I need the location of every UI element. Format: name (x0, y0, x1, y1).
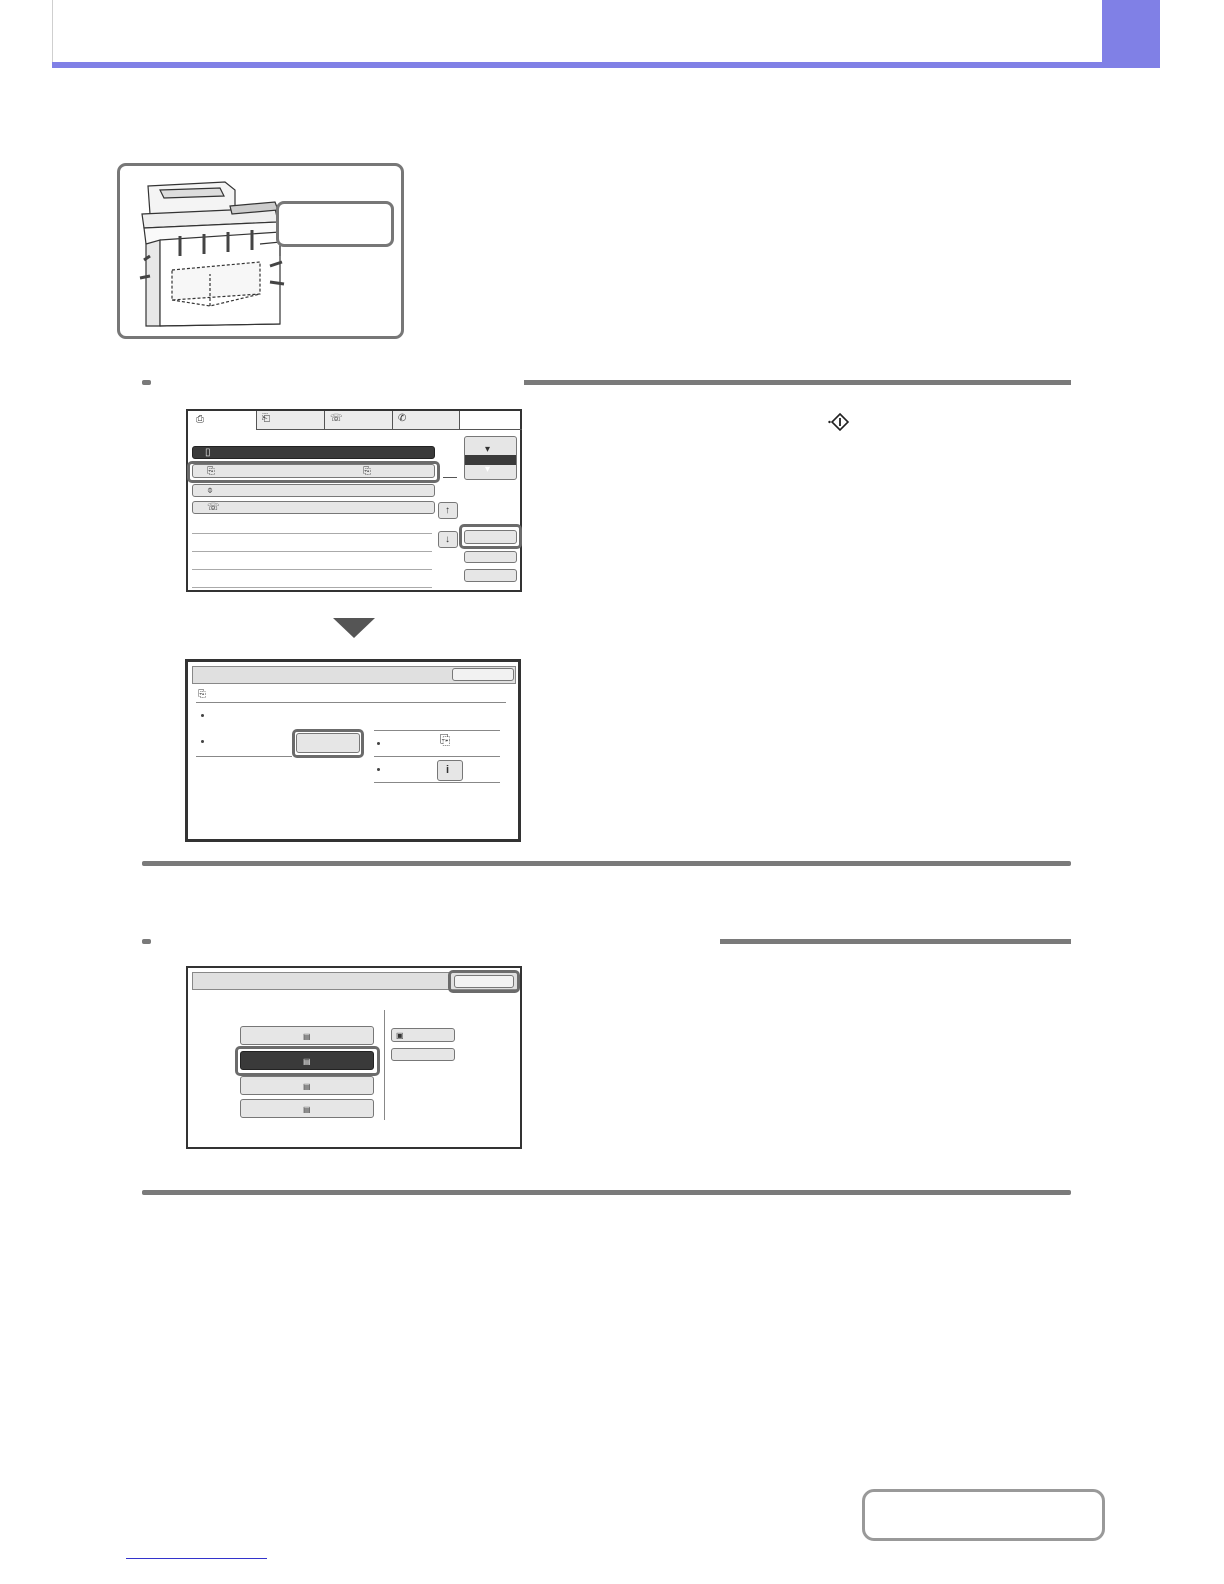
arrow-up-icon: ↑ (445, 505, 450, 516)
start-key-glyph (828, 412, 850, 432)
divider (196, 702, 506, 703)
chevron-down-icon: ▾ (485, 464, 491, 475)
divider (374, 756, 500, 757)
copy-job-icon: ⎘ (198, 689, 206, 700)
empty-row-line (192, 569, 432, 570)
info-button[interactable] (437, 760, 463, 781)
divider (196, 756, 292, 757)
tray-icon: ▤ (303, 1105, 311, 1114)
nav-contents-button[interactable] (862, 1489, 1105, 1541)
bullet (201, 714, 204, 717)
chevron-down-icon: ▾ (485, 444, 491, 455)
step1-end-rule (142, 861, 1071, 866)
tray-4-button[interactable] (240, 1099, 374, 1118)
job-row-3[interactable] (192, 484, 435, 497)
header-left-edge (52, 0, 53, 62)
vertical-divider (384, 1010, 385, 1120)
ok-button[interactable] (452, 668, 514, 681)
info-icon: i (446, 764, 450, 776)
callout-box (276, 201, 394, 247)
tab-fax[interactable] (325, 411, 393, 429)
scroll-down-button[interactable] (438, 531, 458, 548)
job-icon: ▯ (205, 447, 211, 458)
printer-icon: ⎙ (196, 414, 204, 425)
step1-rule-cap (142, 380, 151, 385)
tray-1-button[interactable] (240, 1026, 374, 1045)
divider (374, 730, 500, 731)
highlight-detail-button (459, 524, 522, 549)
internet-fax-icon: ✆ (398, 413, 407, 424)
step2-end-rule (142, 1190, 1071, 1195)
job-status-screen (186, 409, 522, 592)
scan-icon: ⎗ (262, 413, 270, 424)
printer-illustration (117, 163, 404, 339)
arrow-down-indicator (333, 618, 375, 638)
fax-icon: ☏ (330, 413, 343, 424)
paper-empty-icon: ⎘ (363, 466, 371, 477)
priority-button[interactable] (464, 551, 517, 563)
tab-internet-fax[interactable] (393, 411, 460, 429)
tray-icon: ▤ (303, 1057, 311, 1066)
highlight-tray-2 (235, 1046, 380, 1076)
job-queue-select[interactable] (464, 436, 517, 480)
arrow-down-icon: ↓ (445, 534, 450, 545)
step1-rule (524, 380, 1071, 385)
empty-row-line (192, 533, 432, 534)
divider (443, 477, 457, 478)
tray-3-button[interactable] (240, 1076, 374, 1095)
job-row-selected[interactable] (192, 446, 435, 459)
copy-job-icon: ⎘ (207, 466, 215, 477)
job-icon: ⌽ (207, 485, 213, 496)
scroll-up-button[interactable] (438, 502, 458, 519)
tab-print[interactable] (188, 411, 257, 430)
queue-selected-band (465, 455, 516, 465)
job-row-4[interactable] (192, 501, 435, 514)
paper-type-button[interactable] (391, 1048, 455, 1061)
header-tab-box (1102, 0, 1160, 68)
step2-rule-cap (142, 939, 151, 944)
highlight-change-paper (292, 729, 364, 758)
footer-link[interactable] (126, 1558, 267, 1559)
fax-job-icon: ☏ (207, 502, 220, 513)
printer-drawing (120, 166, 404, 339)
paper-tray-icon: ⎘ (440, 732, 451, 747)
start-key-icon (828, 412, 850, 432)
tray-icon: ▤ (303, 1082, 311, 1091)
tab-scan[interactable] (257, 411, 325, 429)
bullet (377, 742, 380, 745)
stop-delete-button[interactable] (464, 569, 517, 582)
empty-row-line (192, 587, 432, 588)
bypass-tray-icon: ▣ (396, 1031, 404, 1040)
bullet (377, 768, 380, 771)
paper-select-screen (186, 966, 522, 1149)
step2-rule (720, 939, 1071, 944)
bullet (201, 740, 204, 743)
highlight-job-row (187, 461, 440, 483)
empty-row-line (192, 551, 432, 552)
job-detail-screen (185, 659, 521, 842)
divider (374, 782, 500, 783)
header-accent-bar (52, 62, 1160, 68)
bypass-tray-button[interactable] (391, 1028, 455, 1042)
tray-icon: ▤ (303, 1032, 311, 1041)
highlight-ok-button (448, 970, 520, 993)
